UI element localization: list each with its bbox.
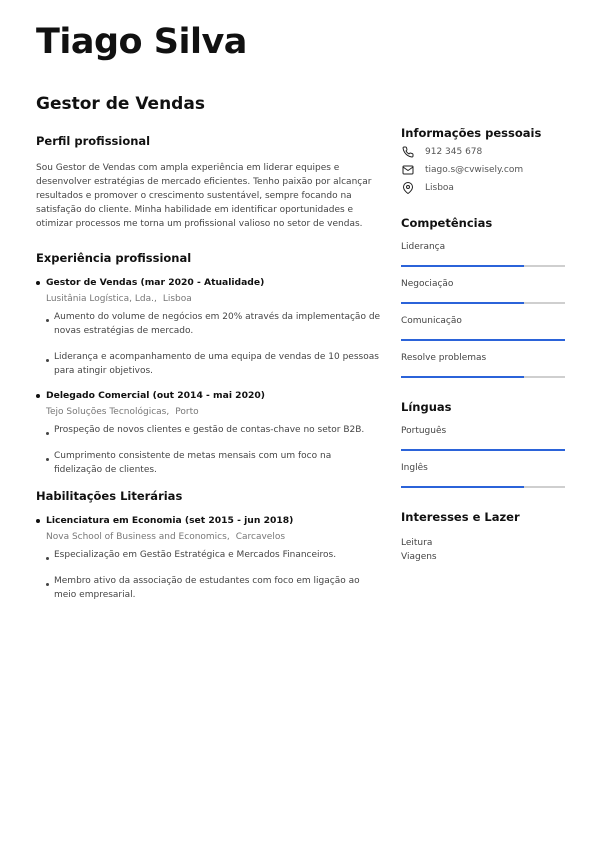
main-column xyxy=(36,134,382,614)
entry-employer xyxy=(36,294,382,304)
contact-email xyxy=(401,164,565,176)
experience-entry xyxy=(36,277,382,378)
list-item: Cumprimento consistente de metas mensais com um foco na fidelização de clientes. xyxy=(46,449,382,477)
bullet-list xyxy=(36,423,382,477)
phone-icon xyxy=(401,146,415,158)
skill-bar-fill xyxy=(401,265,524,267)
interest-item: Leitura xyxy=(401,538,433,548)
interests-title: Interesses e Lazer xyxy=(401,510,520,524)
skill-bar xyxy=(401,339,565,341)
interests-list xyxy=(401,536,565,564)
list-item: Prospeção de novos clientes e gestão de contas-chave no setor B2B. xyxy=(46,423,382,437)
company-name: Tejo Soluções Tecnológicas, xyxy=(46,407,170,417)
skill-bar-fill xyxy=(401,376,524,378)
entry-heading: Gestor de Vendas (mar 2020 - Atualidade) xyxy=(36,277,382,288)
entry-location: Lisboa xyxy=(162,294,192,304)
sidebar-column xyxy=(401,126,565,564)
profile-text: Sou Gestor de Vendas com ampla experiência em liderar equipes e desenvolver estratégias de mercado eficientes. Tenho paixão por alcançar resultados e promover o crescimento sustentável, sempre focando na satisfação do cliente. Minha habilidade em identificar oportunidades e otimizar processos me torna um profissional valioso no setor de vendas. xyxy=(36,163,372,229)
experience-entry xyxy=(36,390,382,477)
bullet-list xyxy=(36,548,382,602)
language-item xyxy=(401,463,565,488)
entry-employer xyxy=(36,407,382,417)
skill-bar xyxy=(401,302,565,304)
skill-bar xyxy=(401,376,565,378)
skill-item xyxy=(401,279,565,304)
entry-location: Carcavelos xyxy=(235,532,286,542)
mail-icon xyxy=(401,164,415,176)
skill-name: Comunicação xyxy=(401,316,462,326)
language-item xyxy=(401,426,565,451)
languages-section xyxy=(401,400,565,488)
entry-school xyxy=(36,532,382,542)
languages-title: Línguas xyxy=(401,400,452,414)
personal-info-section xyxy=(401,126,565,194)
location-text: Lisboa xyxy=(425,183,454,193)
entry-location: Porto xyxy=(175,407,199,417)
skill-name: Resolve problemas xyxy=(401,353,487,363)
contact-phone xyxy=(401,146,565,158)
skill-name: Negociação xyxy=(401,279,454,289)
interest-item: Viagens xyxy=(401,552,437,562)
job-title: Gestor de Vendas xyxy=(36,94,205,114)
language-bar xyxy=(401,449,565,451)
education-entry xyxy=(36,515,382,602)
phone-number: 912 345 678 xyxy=(425,147,483,157)
bullet-list xyxy=(36,310,382,378)
skill-item xyxy=(401,353,565,378)
language-bar-fill xyxy=(401,486,524,488)
location-pin-icon xyxy=(401,182,415,194)
skill-bar xyxy=(401,265,565,267)
list-item: Especialização em Gestão Estratégica e Mercados Financeiros. xyxy=(46,548,382,562)
list-item: Membro ativo da associação de estudantes com foco em ligação ao meio empresarial. xyxy=(46,574,382,602)
language-name: Inglês xyxy=(401,463,428,473)
skill-bar-fill xyxy=(401,339,565,341)
skill-item xyxy=(401,242,565,267)
experience-section-title: Experiência profissional xyxy=(36,251,192,265)
language-bar xyxy=(401,486,565,488)
entry-heading: Licenciatura em Economia (set 2015 - jun 2018) xyxy=(36,515,382,526)
profile-section-title: Perfil profissional xyxy=(36,134,151,148)
skills-title: Competências xyxy=(401,216,493,230)
personal-info-title: Informações pessoais xyxy=(401,126,542,140)
skills-section xyxy=(401,216,565,378)
skill-name: Liderança xyxy=(401,242,446,252)
contact-location xyxy=(401,182,565,194)
interests-section xyxy=(401,510,565,564)
company-name: Lusitânia Logística, Lda., xyxy=(46,294,157,304)
education-section-title: Habilitações Literárias xyxy=(36,489,183,503)
skill-item xyxy=(401,316,565,341)
candidate-name: Tiago Silva xyxy=(36,22,247,62)
language-bar-fill xyxy=(401,449,565,451)
language-name: Português xyxy=(401,426,447,436)
school-name: Nova School of Business and Economics, xyxy=(46,532,230,542)
list-item: Liderança e acompanhamento de uma equipa de vendas de 10 pessoas para atingir objetivos. xyxy=(46,350,382,378)
list-item: Aumento do volume de negócios em 20% através da implementação de novas estratégias de mercado. xyxy=(46,310,382,338)
email-address: tiago.s@cvwisely.com xyxy=(425,165,524,175)
skill-bar-fill xyxy=(401,302,524,304)
entry-heading: Delegado Comercial (out 2014 - mai 2020) xyxy=(36,390,382,401)
